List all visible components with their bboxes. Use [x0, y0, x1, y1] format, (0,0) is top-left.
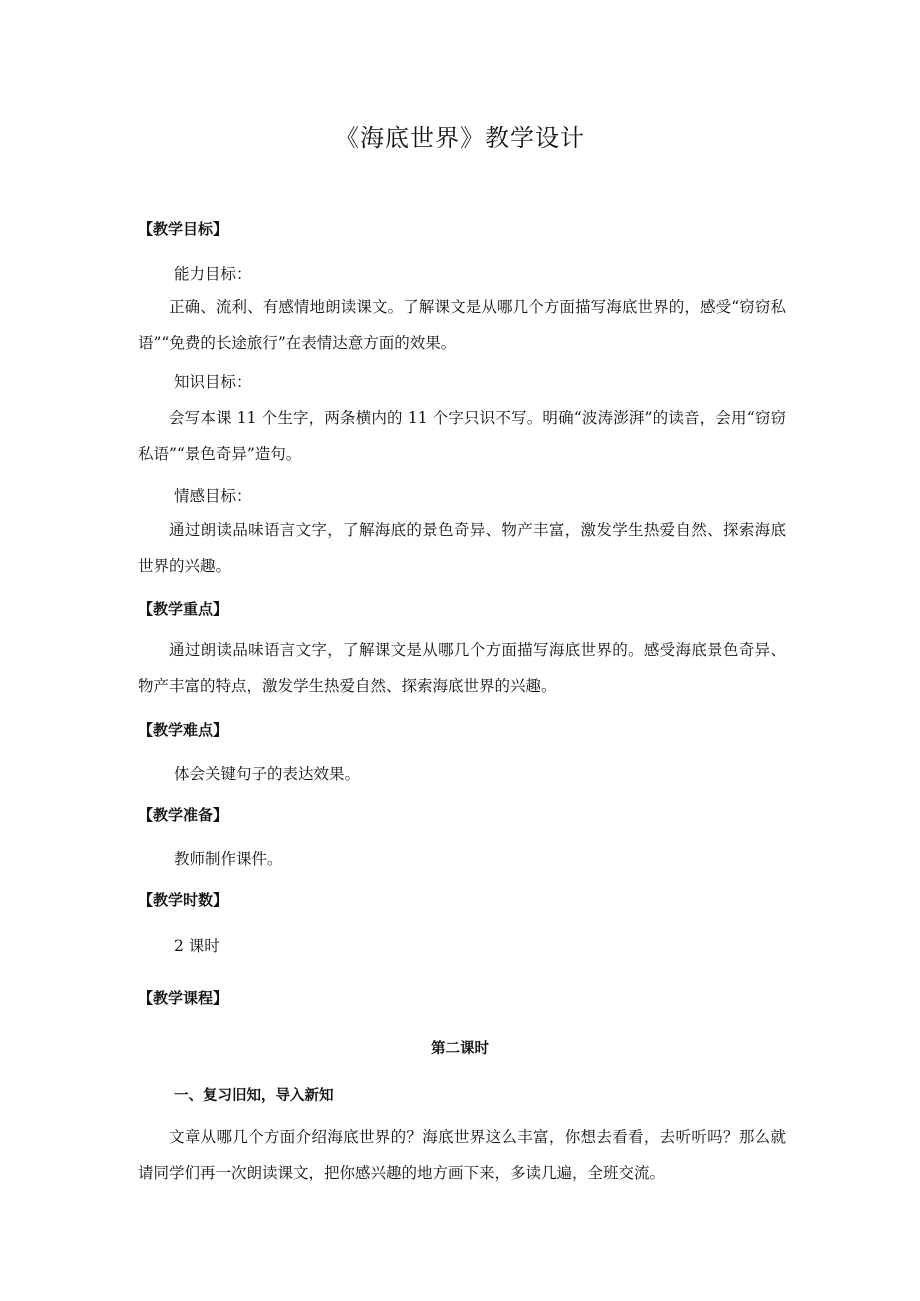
emotion-goal-label: 情感目标：	[174, 487, 252, 505]
heading-difficulties: 【教学难点】	[138, 721, 229, 739]
teaching-hours-text: 2 课时	[174, 937, 220, 955]
emotion-goal-text: 通过朗读品味语言文字，了解海底的景色奇异、物产丰富，激发学生热爱自然、探索海底世界的兴趣。	[138, 521, 786, 575]
lesson-title: 第二课时	[431, 1041, 489, 1057]
ability-goal-label: 能力目标：	[174, 265, 252, 283]
document-title: 《海底世界》教学设计	[335, 124, 585, 152]
knowledge-goal-text: 会写本课 11 个生字，两条横内的 11 个字只识不写。明确“波涛澎湃”的读音，会用“窃窃私语”“景色奇异”造句。	[138, 409, 786, 463]
heading-key-points: 【教学重点】	[138, 600, 229, 618]
preparation-text: 教师制作课件。	[174, 850, 283, 868]
knowledge-goal-label: 知识目标：	[174, 373, 252, 391]
heading-teaching-hours: 【教学时数】	[138, 891, 229, 909]
heading-teaching-process: 【教学课程】	[138, 989, 229, 1007]
heading-teaching-goals: 【教学目标】	[138, 220, 229, 238]
difficulties-text: 体会关键句子的表达效果。	[174, 765, 361, 783]
key-points-text: 通过朗读品味语言文字，了解课文是从哪几个方面描写海底世界的。感受海底景色奇异、物产丰富的特点，激发学生热爱自然、探索海底世界的兴趣。	[138, 641, 786, 695]
step1-title: 一、复习旧知，导入新知	[174, 1088, 334, 1104]
step1-text: 文章从哪几个方面介绍海底世界的？海底世界这么丰富，你想去看看，去听听吗？那么就请同学们再一次朗读课文，把你感兴趣的地方画下来，多读几遍，全班交流。	[138, 1128, 786, 1182]
ability-goal-text: 正确、流利、有感情地朗读课文。了解课文是从哪几个方面描写海底世界的，感受“窃窃私语”“免费的长途旅行”在表情达意方面的效果。	[138, 298, 786, 352]
heading-preparation: 【教学准备】	[138, 806, 229, 824]
